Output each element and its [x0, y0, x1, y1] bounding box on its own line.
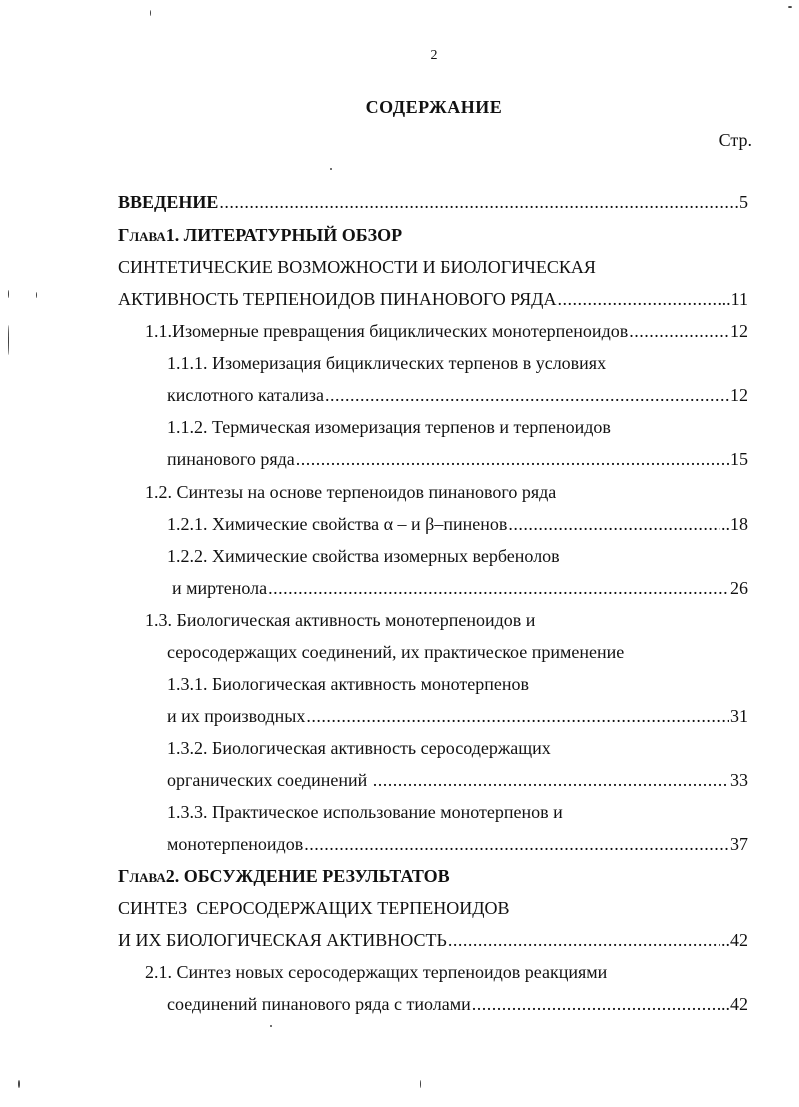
dot-leader [304, 832, 729, 856]
toc-entry-1-2[interactable] [145, 480, 556, 504]
toc-entry-1-1-2-line-2[interactable] [167, 447, 748, 471]
toc-entry-page: 33 [730, 770, 748, 790]
toc-entry-1-3-3-line-1 [167, 800, 563, 824]
chapter-title: 1. ЛИТЕРАТУРНЫЙ ОБЗОР [165, 225, 403, 245]
scan-speck [18, 1080, 20, 1088]
page-number: 2 [430, 48, 438, 63]
toc-entry-text: 1.3.1. Биологическая активность монотерпенов [167, 674, 529, 694]
toc-entry-page: 15 [730, 449, 748, 469]
toc-entry-text: 1.1.Изомерные превращения бициклических монотерпеноидов [145, 321, 629, 341]
toc-entry-text: СИНТЕЗ СЕРОСОДЕРЖАЩИХ ТЕРПЕНОИДОВ [118, 898, 510, 918]
toc-entry-1-3-1-line-2[interactable] [167, 704, 748, 728]
toc-entry-text: И ИХ БИОЛОГИЧЕСКАЯ АКТИВНОСТЬ [118, 930, 447, 950]
toc-entry-chapter-1-subtitle-line-1 [118, 255, 596, 279]
toc-entry-1-3-3-line-2[interactable] [167, 832, 748, 856]
toc-entry-text: 1.3.2. Биологическая активность серосодержащих [167, 738, 551, 758]
toc-chapter-1-heading[interactable] [118, 223, 402, 247]
toc-entry-1-1[interactable] [145, 319, 748, 343]
scan-speck [8, 325, 9, 355]
toc-entry-text: 1.1.1. Изомеризация бициклических терпенов в условиях [167, 353, 607, 373]
toc-entry-text: 1.3.3. Практическое использование монотерпенов и [167, 802, 563, 822]
toc-entry-2-1-line-2[interactable] [167, 992, 748, 1016]
scan-speck [8, 290, 9, 298]
dot-leader [325, 383, 729, 407]
dot-leader [557, 287, 720, 311]
toc-entry-text: и миртенола [172, 578, 268, 598]
toc-entry-text: 1.2.2. Химические свойства изомерных вербенолов [167, 546, 560, 566]
toc-entry-1-1-1-line-1 [167, 351, 606, 375]
toc-entry-chapter-2-subtitle-line-2[interactable] [118, 928, 748, 952]
page-column-label: Стр. [718, 130, 752, 150]
toc-entry-1-3-line-1[interactable] [145, 608, 535, 632]
toc-entry-text: 1.2. Синтезы на основе терпеноидов пинанового ряда [145, 482, 557, 502]
toc-entry-text: 1.2.1. Химические свойства α – и β–пиненов [167, 514, 508, 534]
toc-entry-2-1-line-1[interactable] [145, 960, 607, 984]
toc-entry-page: 5 [739, 192, 748, 212]
scan-speck [788, 6, 792, 8]
toc-entry-1-3-line-2 [167, 640, 624, 664]
toc-entry-introduction[interactable] [118, 190, 748, 214]
dot-leader [268, 576, 729, 600]
dot-leader [508, 512, 720, 536]
toc-entry-1-2-1[interactable] [167, 512, 748, 536]
toc-entry-text: кислотного катализа [167, 385, 324, 405]
chapter-prefix: Г [118, 225, 130, 245]
toc-entry-text: серосодержащих соединений, их практическое применение [167, 642, 625, 662]
page-title: СОДЕРЖАНИЕ [365, 97, 503, 117]
toc-entry-1-3-2-line-2[interactable] [167, 768, 748, 792]
dot-leader [629, 319, 729, 343]
toc-chapter-2-heading[interactable] [118, 864, 450, 888]
chapter-title: 2. ОБСУЖДЕНИЕ РЕЗУЛЬТАТОВ [165, 866, 450, 886]
toc-entry-text: соединений пинанового ряда с тиолами [167, 994, 471, 1014]
toc-entry-text: монотерпеноидов [167, 834, 304, 854]
toc-entry-page: 37 [730, 834, 748, 854]
dot-leader [306, 704, 729, 728]
scan-speck [420, 1080, 421, 1088]
toc-entry-page: 12 [730, 385, 748, 405]
toc-entry-text: 1.1.2. Термическая изомеризация терпенов и терпеноидов [167, 417, 611, 437]
chapter-small-caps: ЛАВА [129, 229, 166, 244]
toc-entry-chapter-1-subtitle-line-2[interactable] [118, 287, 748, 311]
toc-entry-page: 31 [730, 706, 748, 726]
dot-leader [219, 190, 738, 214]
toc-entry-text: ВВЕДЕНИЕ [118, 192, 219, 212]
toc-entry-page: 12 [730, 321, 748, 341]
dot-leader [373, 768, 729, 792]
toc-entry-text: 2.1. Синтез новых серосодержащих терпеноидов реакциями [145, 962, 608, 982]
dot-leader [448, 928, 720, 952]
scan-speck [150, 10, 151, 16]
toc-entry-text: пинанового ряда [167, 449, 295, 469]
scan-speck [270, 1025, 272, 1027]
toc-entry-text: и их производных [167, 706, 306, 726]
toc-entry-1-3-2-line-1 [167, 736, 551, 760]
toc-entry-1-1-1-line-2[interactable] [167, 383, 748, 407]
toc-entry-text: СИНТЕТИЧЕСКИЕ ВОЗМОЖНОСТИ И БИОЛОГИЧЕСКАЯ [118, 257, 596, 277]
dot-leader [472, 992, 720, 1016]
toc-entry-page: ..11 [721, 289, 748, 309]
toc-entry-text: органических соединений [167, 770, 372, 790]
chapter-small-caps: ЛАВА [129, 870, 166, 885]
toc-entry-text: АКТИВНОСТЬ ТЕРПЕНОИДОВ ПИНАНОВОГО РЯДА [118, 289, 557, 309]
chapter-prefix: Г [118, 866, 130, 886]
toc-entry-1-2-2-line-2[interactable] [172, 576, 748, 600]
toc-entry-page: ..18 [721, 514, 748, 534]
scan-speck [330, 168, 332, 170]
toc-entry-text: 1.3. Биологическая активность монотерпеноидов и [145, 610, 536, 630]
dot-leader [296, 447, 729, 471]
toc-entry-page: 26 [730, 578, 748, 598]
toc-entry-1-1-2-line-1 [167, 415, 611, 439]
toc-entry-1-3-1-line-1 [167, 672, 529, 696]
toc-entry-1-2-2-line-1 [167, 544, 560, 568]
toc-entry-page: ..42 [721, 930, 748, 950]
toc-entry-page: ..42 [721, 994, 748, 1014]
scan-speck [36, 292, 37, 298]
toc-entry-chapter-2-subtitle-line-1 [118, 896, 510, 920]
